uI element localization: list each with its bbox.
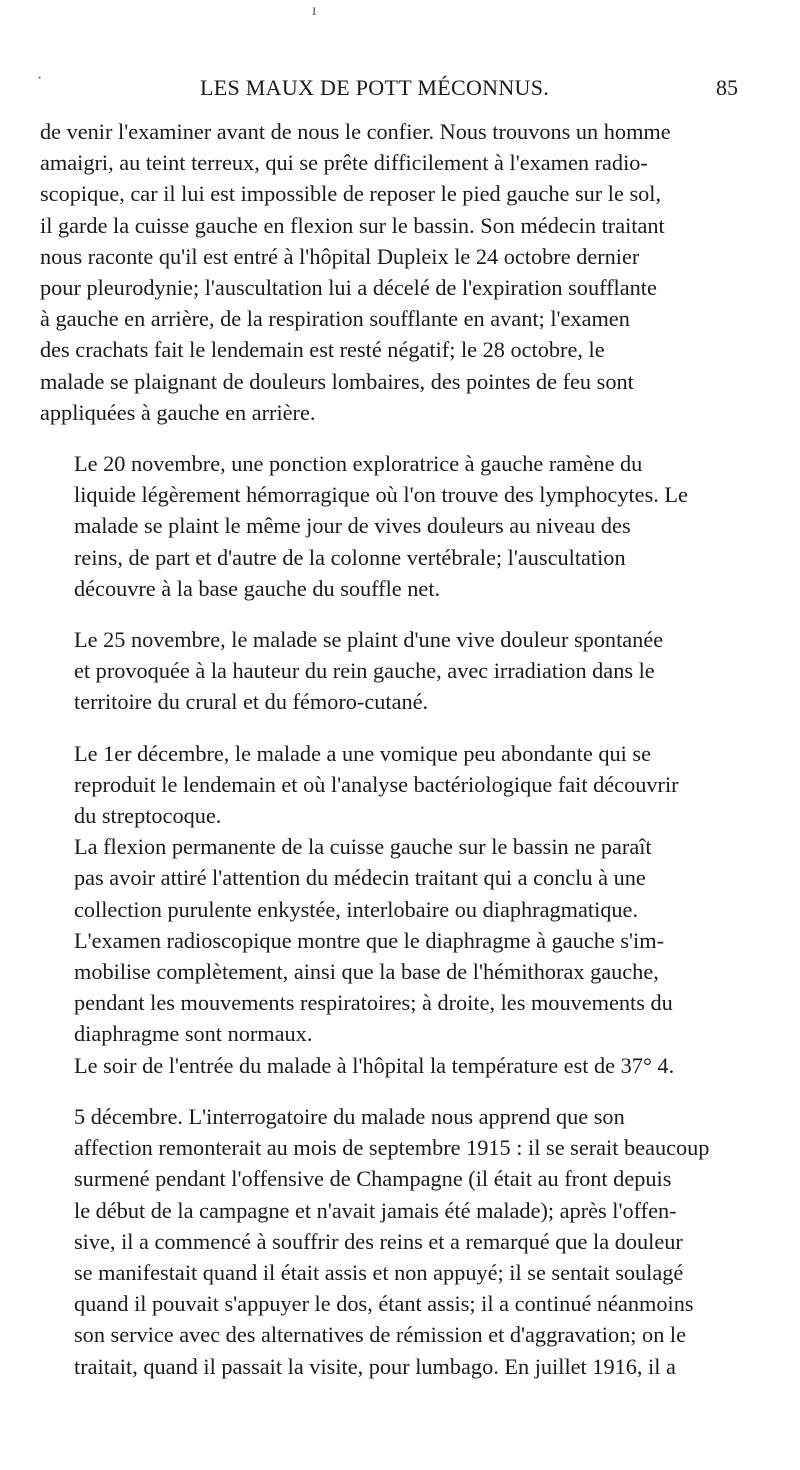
text-line: collection purulente enkystée, interlobaire ou diaphragmatique. xyxy=(74,896,639,922)
paragraph xyxy=(40,925,748,1050)
text-line: Le 1er décembre, le malade a une vomique peu abondante qui se xyxy=(74,740,651,766)
text-line: malade se plaint le même jour de vives douleurs au niveau des xyxy=(74,513,631,539)
text-line: à gauche en arrière, de la respiration soufflante en avant; l'examen xyxy=(40,306,630,332)
text-line: pendant les mouvements respiratoires; à droite, les mouvements du xyxy=(74,990,673,1016)
paragraph xyxy=(40,831,748,925)
text-line: Le 25 novembre, le malade se plaint d'une vive douleur spontanée xyxy=(74,627,664,653)
text-line: 5 décembre. L'interrogatoire du malade nous apprend que son xyxy=(74,1103,625,1129)
text-line: se manifestait quand il était assis et non appuyé; il se sentait soulagé xyxy=(74,1259,684,1285)
text-line: La flexion permanente de la cuisse gauche sur le bassin ne paraît xyxy=(74,834,652,860)
text-line: territoire du crural et du fémoro-cutané. xyxy=(74,689,429,715)
text-line: nous raconte qu'il est entré à l'hôpital Dupleix le 24 octobre dernier xyxy=(40,243,640,269)
text-line: surmené pendant l'offensive de Champagne (il était au front depuis xyxy=(74,1166,672,1192)
text-line: son service avec des alternatives de rémission et d'aggravation; on le xyxy=(74,1322,687,1348)
text-line: reins, de part et d'autre de la colonne vertébrale; l'auscultation xyxy=(74,544,626,570)
text-line: scopique, car il lui est impossible de reposer le pied gauche sur le sol, xyxy=(40,181,662,207)
print-mark: · xyxy=(37,70,43,87)
text-line: Le soir de l'entrée du malade à l'hôpital la température est de 37° 4. xyxy=(74,1052,675,1078)
text-line: mobilise complètement, ainsi que la base de l'hémithorax gauche, xyxy=(74,959,659,985)
paragraph xyxy=(40,1101,748,1382)
text-line: liquide légèrement hémorragique où l'on trouve des lymphocytes. Le xyxy=(74,482,688,508)
text-line: et provoquée à la hauteur du rein gauche, avec irradiation dans le xyxy=(74,658,655,684)
text-line: appliquées à gauche en arrière. xyxy=(40,399,316,425)
running-title: LES MAUX DE POTT MÉCONNUS. xyxy=(200,75,550,100)
text-line: pas avoir attiré l'attention du médecin traitant qui a conclu à une xyxy=(74,865,646,891)
text-line: L'examen radioscopique montre que le diaphragme à gauche s'im- xyxy=(74,927,665,953)
paragraph xyxy=(40,116,748,428)
text-line: sive, il a commencé à souffrir des reins et a remarqué que la douleur xyxy=(74,1228,683,1254)
text-line: traitait, quand il passait la visite, pour lumbago. En juillet 1916, il a xyxy=(74,1353,676,1379)
text-line: découvre à la base gauche du souffle net. xyxy=(74,575,441,601)
text-line: de venir l'examiner avant de nous le confier. Nous trouvons un homme xyxy=(40,119,671,144)
paragraph xyxy=(40,624,748,718)
paragraph xyxy=(40,448,748,604)
book-page xyxy=(37,0,748,1470)
print-mark: ı xyxy=(312,2,317,19)
paragraph xyxy=(40,1050,748,1081)
text-line: amaigri, au teint terreux, qui se prête difficilement à l'examen radio- xyxy=(40,150,648,176)
text-line: malade se plaignant de douleurs lombaires, des pointes de feu sont xyxy=(40,368,634,394)
page-header xyxy=(40,70,748,106)
text-line: le début de la campagne et n'avait jamais été malade); après l'offen- xyxy=(74,1197,677,1223)
text-line: du streptocoque. xyxy=(74,803,222,829)
text-line: reproduit le lendemain et où l'analyse bactériologique fait découvrir xyxy=(74,771,679,797)
text-line: pour pleurodynie; l'auscultation lui a décelé de l'expiration soufflante xyxy=(40,275,657,301)
page-number: 85 xyxy=(716,75,738,100)
text-line: quand il pouvait s'appuyer le dos, étant assis; il a continué néanmoins xyxy=(74,1291,694,1317)
text-line: il garde la cuisse gauche en flexion sur le bassin. Son médecin traitant xyxy=(40,212,665,238)
text-line: Le 20 novembre, une ponction exploratrice à gauche ramène du xyxy=(74,451,643,477)
body-text xyxy=(40,116,748,1382)
text-line: des crachats fait le lendemain est resté négatif; le 28 octobre, le xyxy=(40,337,605,363)
text-line: affection remonterait au mois de septembre 1915 : il se serait beaucoup xyxy=(74,1135,710,1161)
text-line: diaphragme sont normaux. xyxy=(74,1021,313,1047)
paragraph xyxy=(40,738,748,832)
